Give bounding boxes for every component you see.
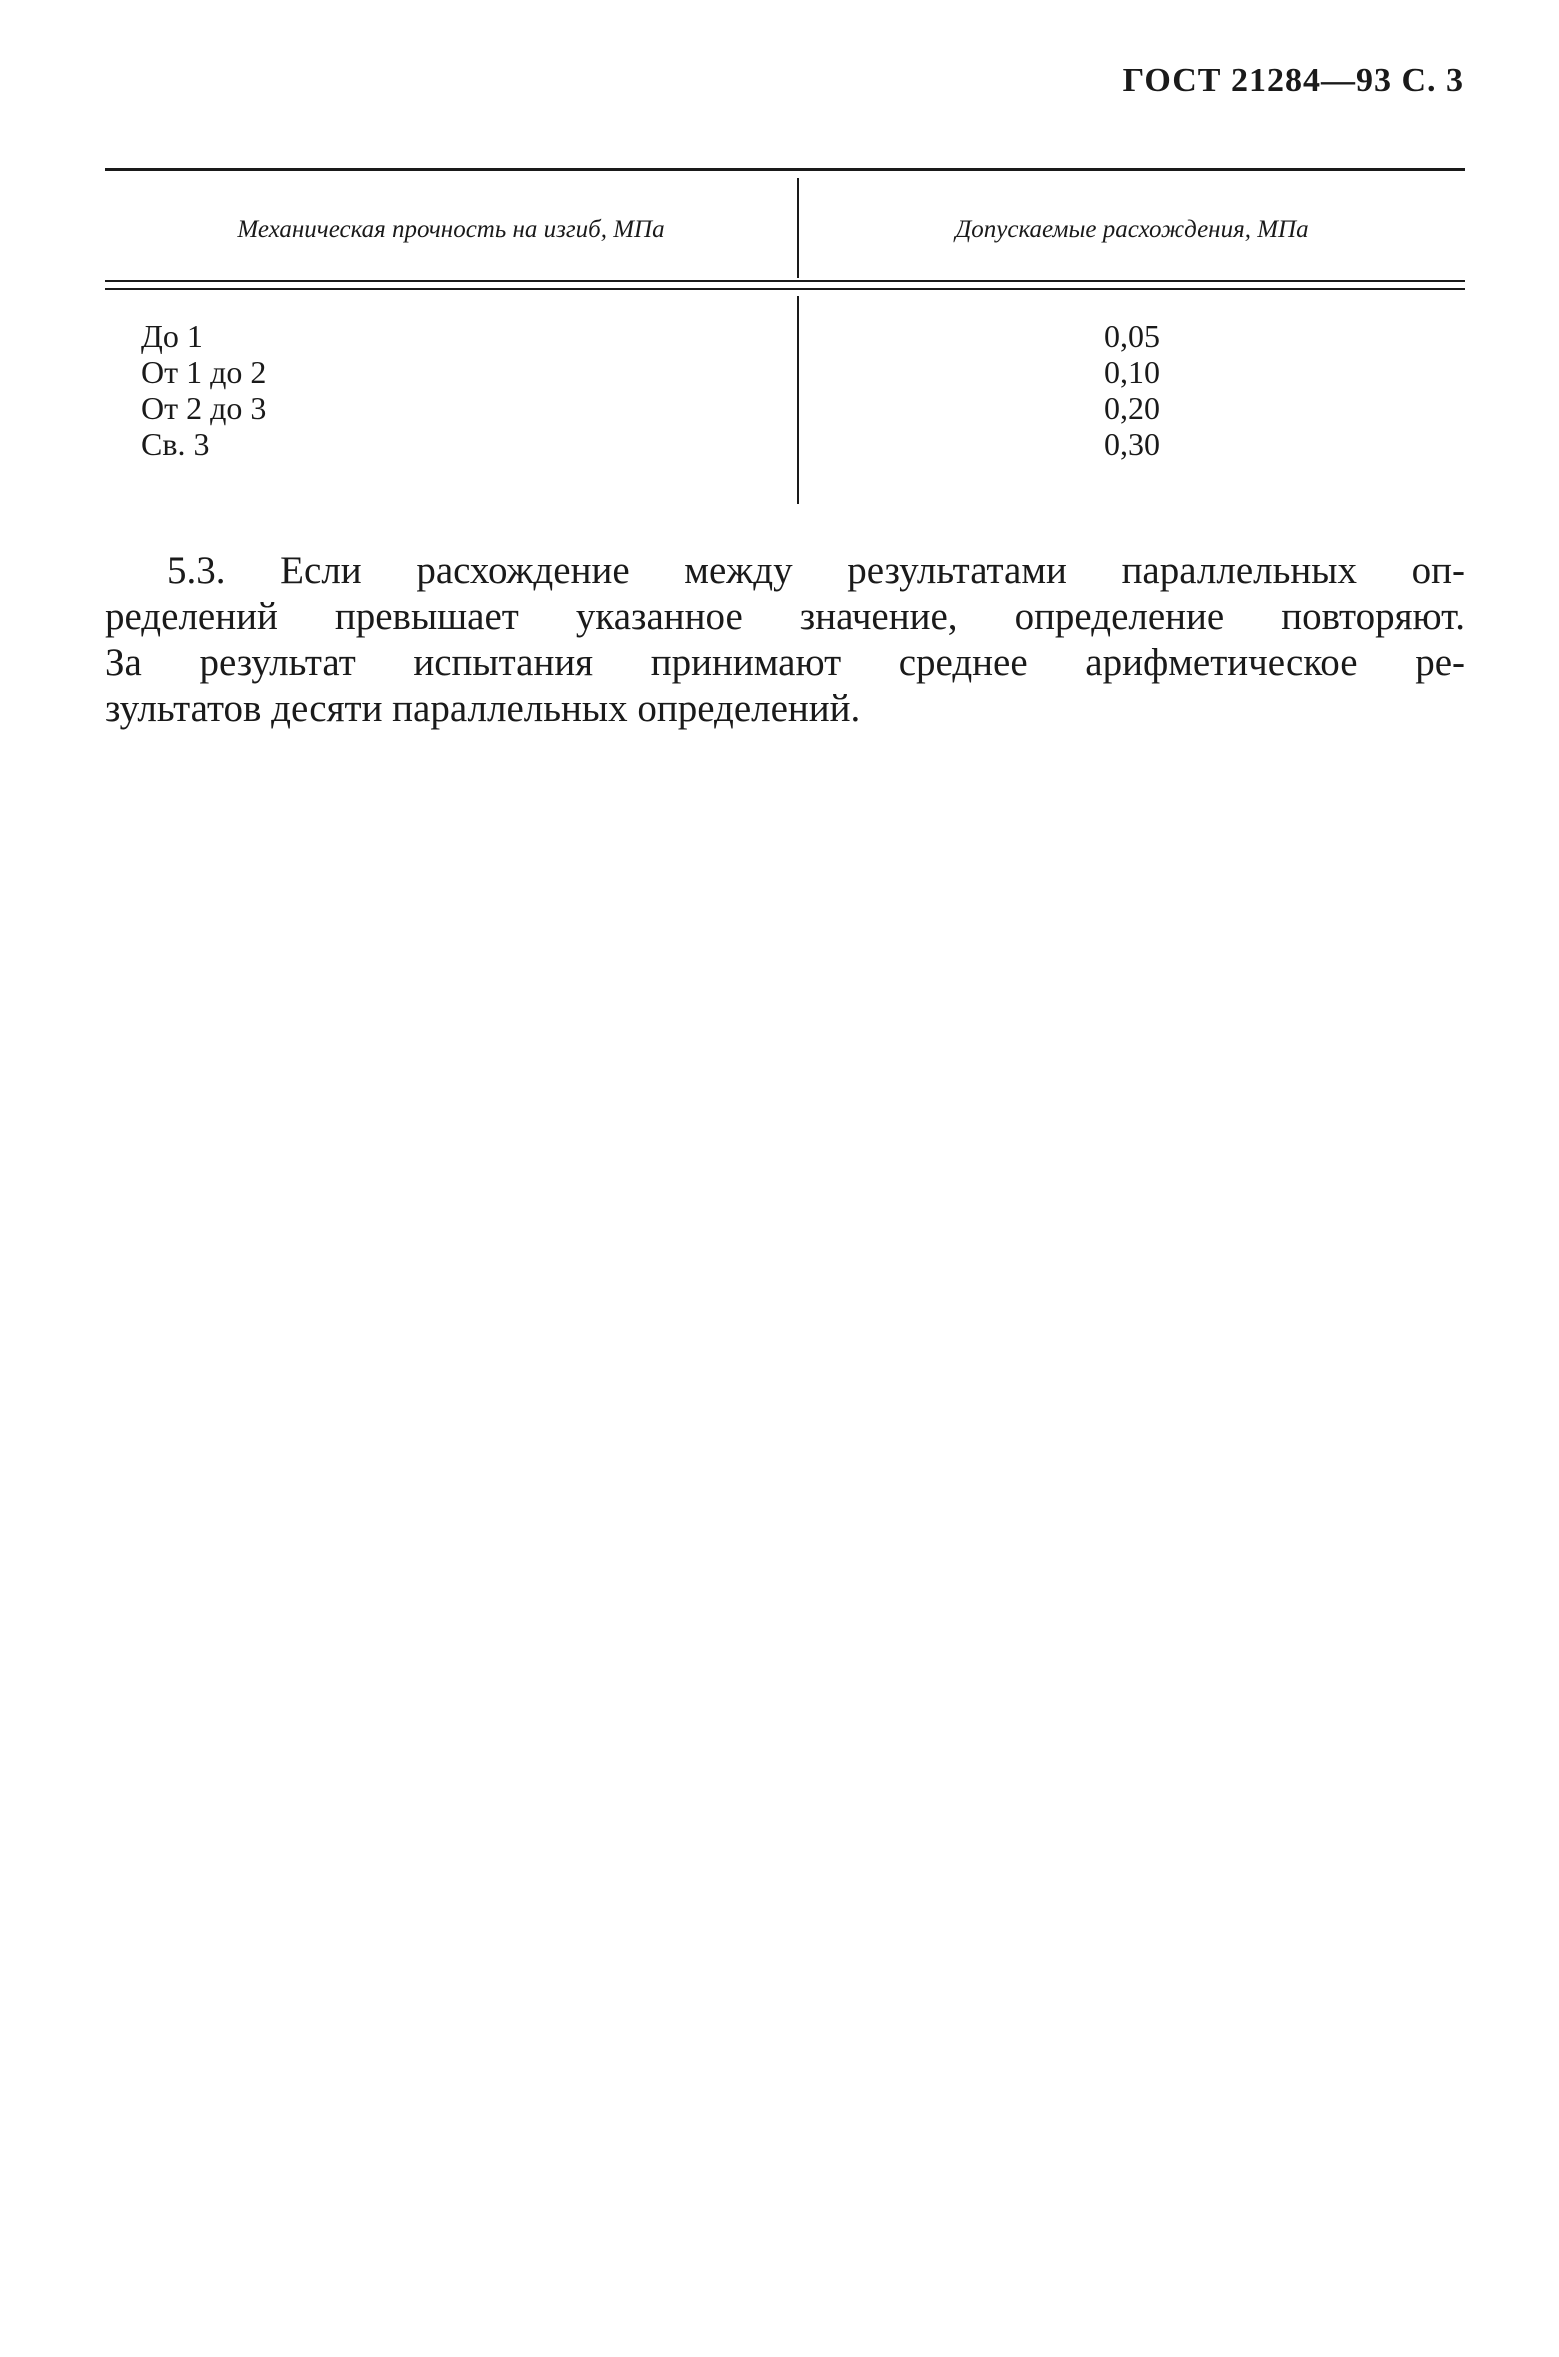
table-cell-strength: От 1 до 2	[141, 354, 267, 390]
paragraph-line: ределений превышает указанное значение, определение повторяют.	[105, 595, 1465, 638]
table-cell-strength: От 2 до 3	[141, 390, 267, 426]
column-header-tolerance: Допускаемые расхождения, МПа	[955, 216, 1309, 243]
table-cell-tolerance: 0,10	[1104, 354, 1160, 390]
paragraph-line: 5.3. Если расхождение между результатами параллельных оп-	[167, 549, 1465, 592]
paragraph-line: За результат испытания принимают среднее арифметическое ре-	[105, 641, 1465, 684]
paragraph-line: зультатов десяти параллельных определений.	[105, 687, 861, 730]
strength-column	[141, 318, 266, 462]
table-cell-strength: До 1	[141, 318, 203, 354]
table-header-rule	[105, 280, 1465, 282]
table-cell-tolerance: 0,05	[1104, 318, 1160, 354]
body-paragraph	[105, 548, 1465, 732]
table-header-rule-double	[105, 288, 1465, 290]
table-top-rule	[105, 168, 1465, 171]
table-cell-tolerance: 0,20	[1104, 390, 1160, 426]
page-header: ГОСТ 21284—93 С. 3	[1122, 62, 1464, 99]
column-header-strength: Механическая прочность на изгиб, МПа	[237, 216, 665, 243]
tolerance-column	[799, 318, 1465, 462]
table-cell-strength: Св. 3	[141, 426, 210, 462]
tolerance-table	[105, 168, 1465, 508]
table-cell-tolerance: 0,30	[1104, 426, 1160, 462]
